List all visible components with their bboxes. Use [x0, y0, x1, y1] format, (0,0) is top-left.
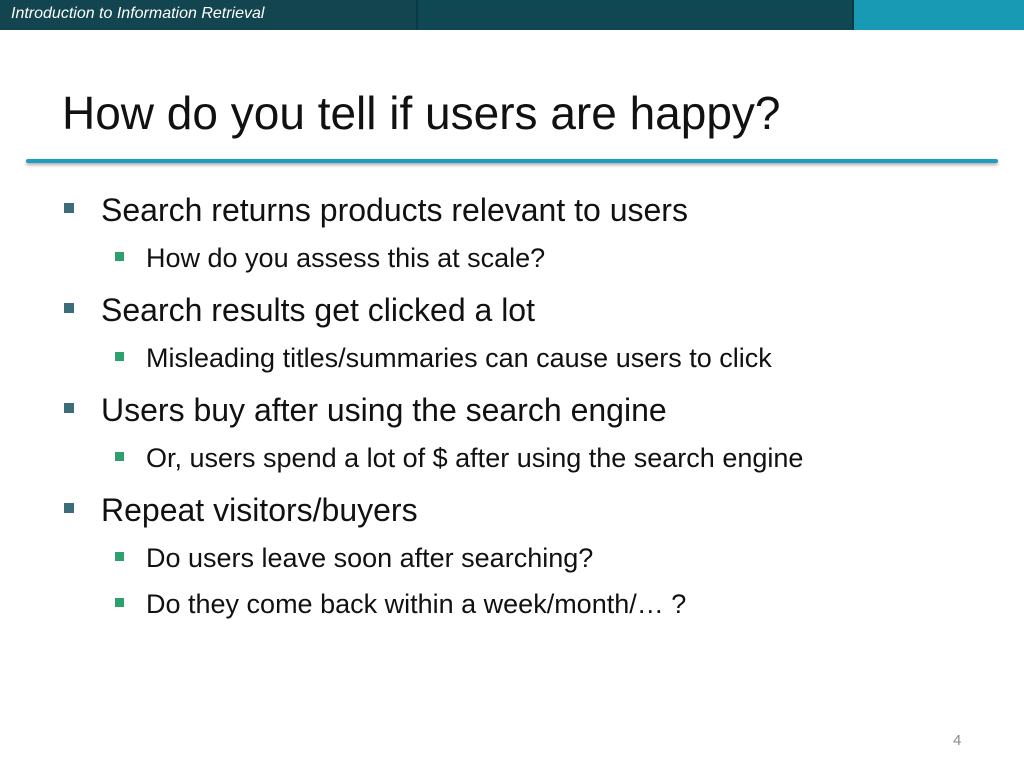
- sub-bullet-item: [62, 238, 803, 278]
- sub-bullet-text: Do users leave soon after searching?: [146, 543, 594, 573]
- sub-bullet-item: [62, 538, 803, 578]
- square-bullet-icon: [64, 403, 74, 413]
- sub-bullet-text: How do you assess this at scale?: [146, 243, 546, 273]
- page-number: 4: [953, 732, 962, 749]
- sub-bullet-item: [62, 338, 803, 378]
- header-segment-right: [854, 0, 1024, 30]
- bullet-text: Users buy after using the search engine: [101, 392, 667, 428]
- sub-bullet-item: [62, 438, 803, 478]
- slide-title: How do you tell if users are happy?: [62, 87, 781, 139]
- square-bullet-icon: [115, 452, 124, 461]
- square-bullet-icon: [115, 598, 124, 607]
- sub-bullet-item: [62, 584, 803, 624]
- bullet-item: [62, 388, 803, 432]
- bullet-text: Search returns products relevant to users: [101, 192, 688, 228]
- bullet-list: [62, 188, 803, 624]
- square-bullet-icon: [115, 252, 124, 261]
- sub-bullet-text: Misleading titles/summaries can cause users to click: [146, 343, 772, 373]
- square-bullet-icon: [64, 503, 74, 513]
- title-underline-rule: [26, 159, 998, 163]
- sub-bullet-text: Do they come back within a week/month/… ?: [146, 589, 687, 619]
- header-bar: [0, 0, 1024, 30]
- square-bullet-icon: [115, 552, 124, 561]
- square-bullet-icon: [64, 203, 74, 213]
- sub-bullet-text: Or, users spend a lot of $ after using the search engine: [146, 443, 804, 473]
- bullet-item: [62, 288, 803, 332]
- bullet-text: Repeat visitors/buyers: [101, 492, 418, 528]
- square-bullet-icon: [64, 303, 74, 313]
- square-bullet-icon: [115, 352, 124, 361]
- bullet-item: [62, 188, 803, 232]
- bullet-text: Search results get clicked a lot: [101, 292, 535, 328]
- bullet-item: [62, 488, 803, 532]
- header-segment-middle: [418, 0, 852, 30]
- course-title: Introduction to Information Retrieval: [11, 5, 265, 22]
